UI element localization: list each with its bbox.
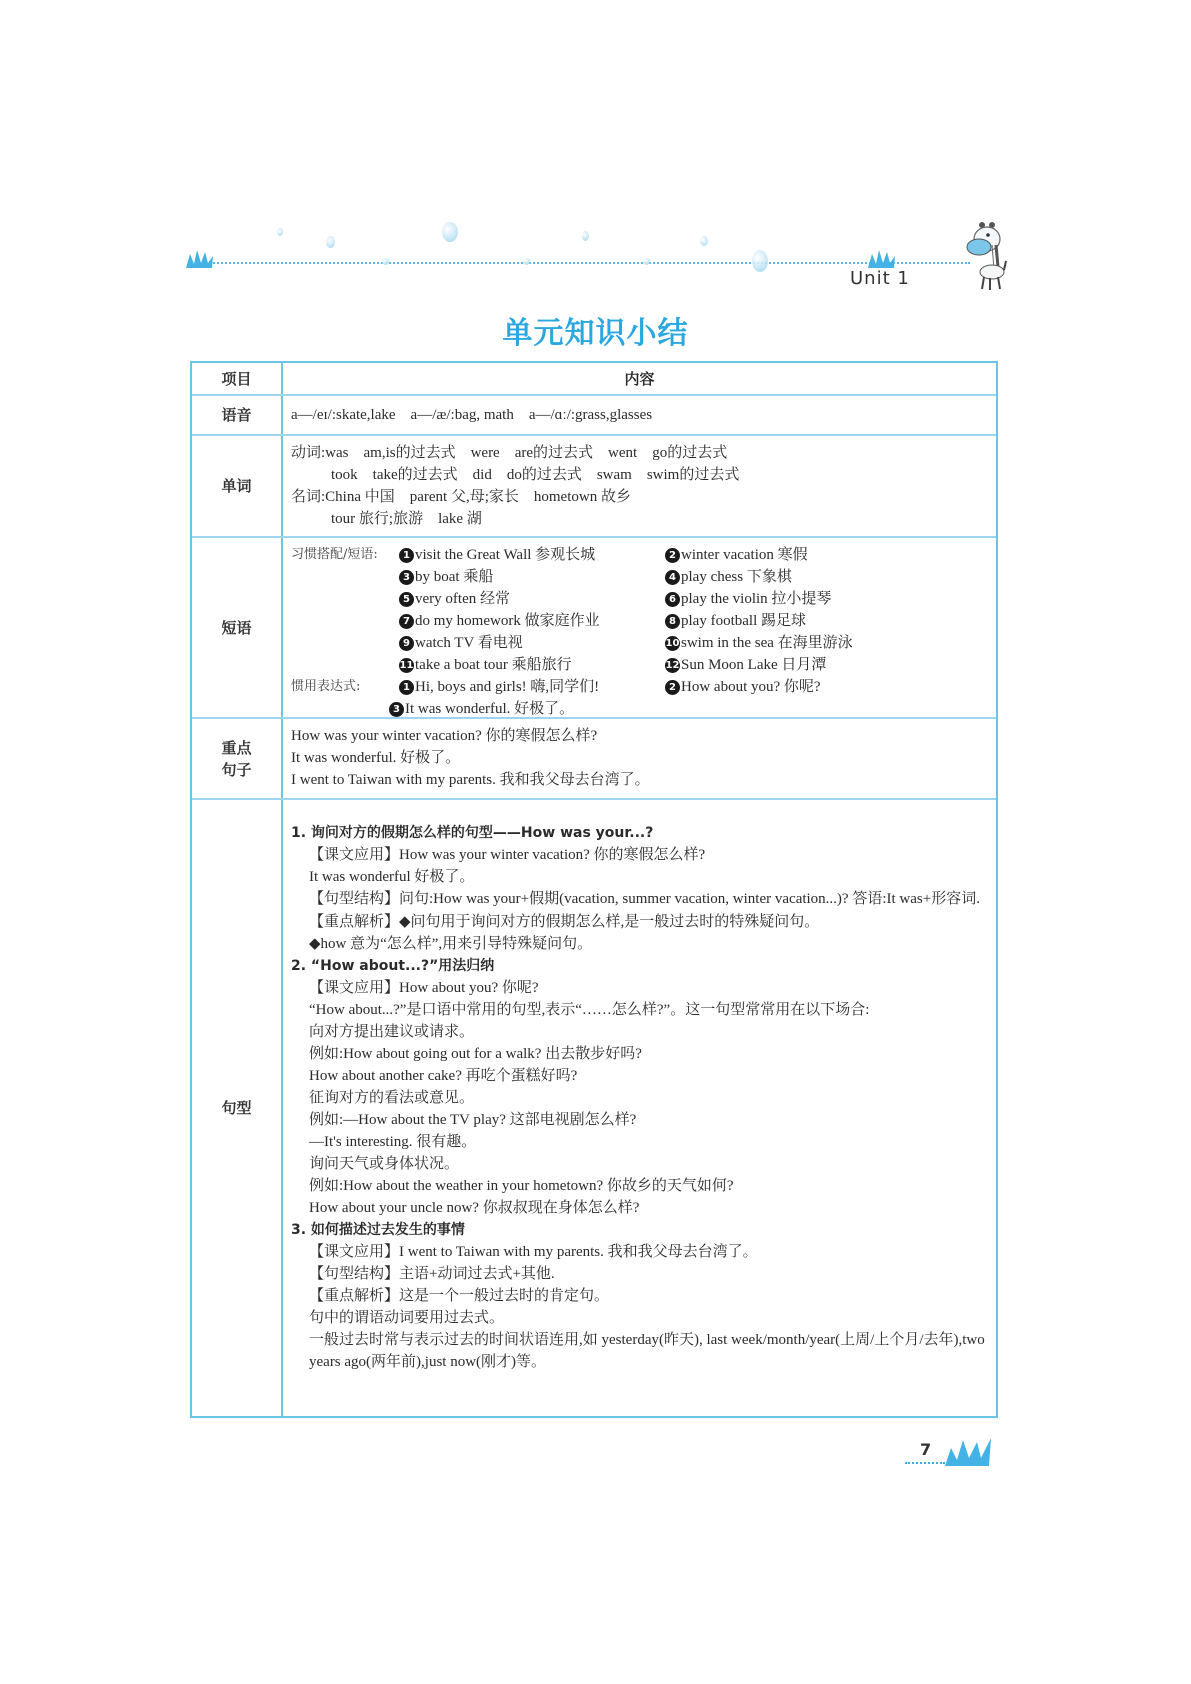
vocab-line: 名词:China 中国 parent 父,母;家长 hometown 故乡	[291, 489, 631, 505]
number-badge-icon: 4	[665, 570, 680, 585]
pattern-line: 【句型结构】问句:How was your+假期(vacation, summer vacation, winter vacation...)? 答语:It was+形容词.	[309, 891, 980, 907]
vocab-line: tour 旅行;旅游 lake 湖	[331, 511, 482, 527]
number-badge-icon: 6	[665, 592, 680, 607]
bubble-icon	[523, 258, 530, 265]
phrase-item: 3 by boat 乘船	[399, 566, 665, 588]
phrase-item: 1 visit the Great Wall 参观长城	[399, 544, 665, 566]
pattern-line: 征询对方的看法或意见。	[309, 1090, 475, 1106]
pattern-line: How about your uncle now? 你叔叔现在身体怎么样?	[309, 1200, 640, 1216]
vocab-line: took take的过去式 did do的过去式 swam swim的过去式	[331, 467, 740, 483]
bubble-icon	[643, 258, 650, 265]
number-badge-icon: 2	[665, 548, 680, 563]
bubble-icon	[700, 236, 708, 246]
phrase-grid	[291, 544, 988, 720]
pattern-line: —It's interesting. 很有趣。	[309, 1134, 477, 1150]
number-badge-icon: 10	[665, 638, 680, 649]
grass-icon	[945, 1436, 997, 1466]
expression-item: 1 Hi, boys and girls! 嗨,同学们!	[399, 676, 665, 698]
pattern-line: “How about...?”是口语中常用的句型,表示“……怎么样?”。这一句型常常用在以下场合:	[309, 1002, 870, 1018]
key-sentence: It was wonderful. 好极了。	[291, 750, 461, 766]
bubble-icon	[382, 258, 389, 265]
phrase-item: 10 swim in the sea 在海里游泳	[665, 635, 853, 651]
pattern-line: 向对方提出建议或请求。	[309, 1024, 475, 1040]
collocation-label: 习惯搭配/短语:	[291, 547, 378, 562]
column-header-content: 内容	[624, 369, 655, 388]
row-content	[283, 436, 996, 536]
pattern-line: It was wonderful 好极了。	[309, 869, 475, 885]
phrase-item: 4 play chess 下象棋	[665, 566, 988, 588]
pattern-line: 询问天气或身体状况。	[309, 1156, 460, 1172]
row-label: 短语	[192, 538, 283, 717]
bubble-icon	[277, 228, 283, 236]
table-row-key-sentences	[192, 717, 996, 798]
unit-label: Unit 1	[850, 268, 910, 289]
number-badge-icon: 7	[399, 614, 414, 629]
bubble-icon	[752, 250, 768, 272]
row-label: 单词	[192, 436, 283, 536]
phrase-item: 9 watch TV 看电视	[399, 632, 665, 654]
pattern-line: 例如:How about going out for a walk? 出去散步好吗?	[309, 1046, 642, 1062]
pattern-line: 【课文应用】I went to Taiwan with my parents. 我和我父母去台湾了。	[309, 1244, 758, 1260]
giraffe-mascot-icon	[962, 215, 1008, 293]
expression-label: 惯用表达式:	[291, 679, 361, 694]
key-sentence: I went to Taiwan with my parents. 我和我父母去台湾了。	[291, 772, 650, 788]
number-badge-icon: 11	[399, 660, 414, 671]
row-content	[283, 538, 996, 717]
number-badge-icon: 3	[399, 570, 414, 585]
bubble-icon	[442, 222, 458, 242]
pattern-line: How about another cake? 再吃个蛋糕好吗?	[309, 1068, 578, 1084]
pattern-line: 例如:How about the weather in your hometown? 你故乡的天气如何?	[309, 1178, 734, 1194]
phrase-item: 7 do my homework 做家庭作业	[399, 610, 665, 632]
pattern-line: 句中的谓语动词要用过去式。	[309, 1310, 505, 1326]
column-header-item: 项目	[192, 363, 283, 394]
row-label: 语音	[192, 396, 283, 434]
row-label: 句型	[192, 800, 283, 1416]
phrase-item: 8 play football 踢足球	[665, 610, 988, 632]
table-header-row	[192, 363, 996, 394]
table-row-pronunciation	[192, 394, 996, 434]
number-badge-icon: 9	[399, 636, 414, 651]
table-row-phrases	[192, 536, 996, 717]
page-number: 7	[920, 1440, 932, 1459]
number-badge-icon: 1	[399, 548, 414, 563]
page-title: 单元知识小结	[502, 316, 689, 351]
table-row-vocabulary	[192, 434, 996, 536]
bubble-icon	[582, 231, 589, 241]
section-heading: 3. 如何描述过去发生的事情	[291, 1222, 465, 1238]
pattern-line: 【课文应用】How was your winter vacation? 你的寒假怎么样?	[309, 847, 706, 863]
number-badge-icon: 2	[665, 680, 680, 695]
grass-icon	[868, 248, 900, 268]
vocab-line: 动词:was am,is的过去式 were are的过去式 went go的过去式	[291, 445, 728, 461]
pattern-line: ◆how 意为“怎么样”,用来引导特殊疑问句。	[309, 936, 593, 952]
table-row-sentence-patterns	[192, 798, 996, 1416]
number-badge-icon: 3	[389, 702, 404, 717]
row-content	[283, 719, 996, 798]
pattern-line: 【句型结构】主语+动词过去式+其他.	[309, 1266, 555, 1282]
number-badge-icon: 12	[665, 660, 680, 671]
grass-icon	[186, 248, 218, 268]
phrase-item: 12 Sun Moon Lake 日月潭	[665, 657, 827, 673]
pattern-line: 【课文应用】How about you? 你呢?	[309, 980, 539, 996]
expression-item: 3 It was wonderful. 好极了。	[389, 698, 665, 720]
phrase-item: 5 very often 经常	[399, 588, 665, 610]
number-badge-icon: 8	[665, 614, 680, 629]
bubble-icon	[326, 236, 335, 248]
pattern-line: 例如:—How about the TV play? 这部电视剧怎么样?	[309, 1112, 637, 1128]
number-badge-icon: 5	[399, 592, 414, 607]
dotted-divider	[210, 262, 970, 264]
expression-item: 2 How about you? 你呢?	[665, 676, 988, 698]
number-badge-icon: 1	[399, 680, 414, 695]
section-heading: 2. “How about...?”用法归纳	[291, 958, 495, 974]
pattern-line: 【重点解析】◆问句用于询问对方的假期怎么样,是一般过去时的特殊疑问句。	[309, 914, 820, 930]
section-heading: 1. 询问对方的假期怎么样的句型——How was your...?	[291, 825, 654, 841]
pronunciation-text: a—/eɪ/:skate,lake a—/æ/:bag, math a—/ɑː/:grass,glasses	[291, 407, 653, 423]
row-content	[283, 396, 996, 434]
phrase-item: 2 winter vacation 寒假	[665, 544, 988, 566]
summary-table	[190, 361, 998, 1418]
row-label: 重点 句子	[192, 719, 283, 798]
phrase-item: 11 take a boat tour 乘船旅行	[399, 657, 572, 673]
key-sentence: How was your winter vacation? 你的寒假怎么样?	[291, 728, 598, 744]
pattern-line: 【重点解析】这是一个一般过去时的肯定句。	[309, 1288, 610, 1304]
row-content	[283, 800, 996, 1416]
phrase-item: 6 play the violin 拉小提琴	[665, 588, 988, 610]
dotted-divider	[905, 1462, 945, 1464]
pattern-line: 一般过去时常与表示过去的时间状语连用,如 yesterday(昨天), last week/month/year(上周/上个月/去年),two years ago(两年前),just now(刚才)等。	[309, 1332, 985, 1370]
